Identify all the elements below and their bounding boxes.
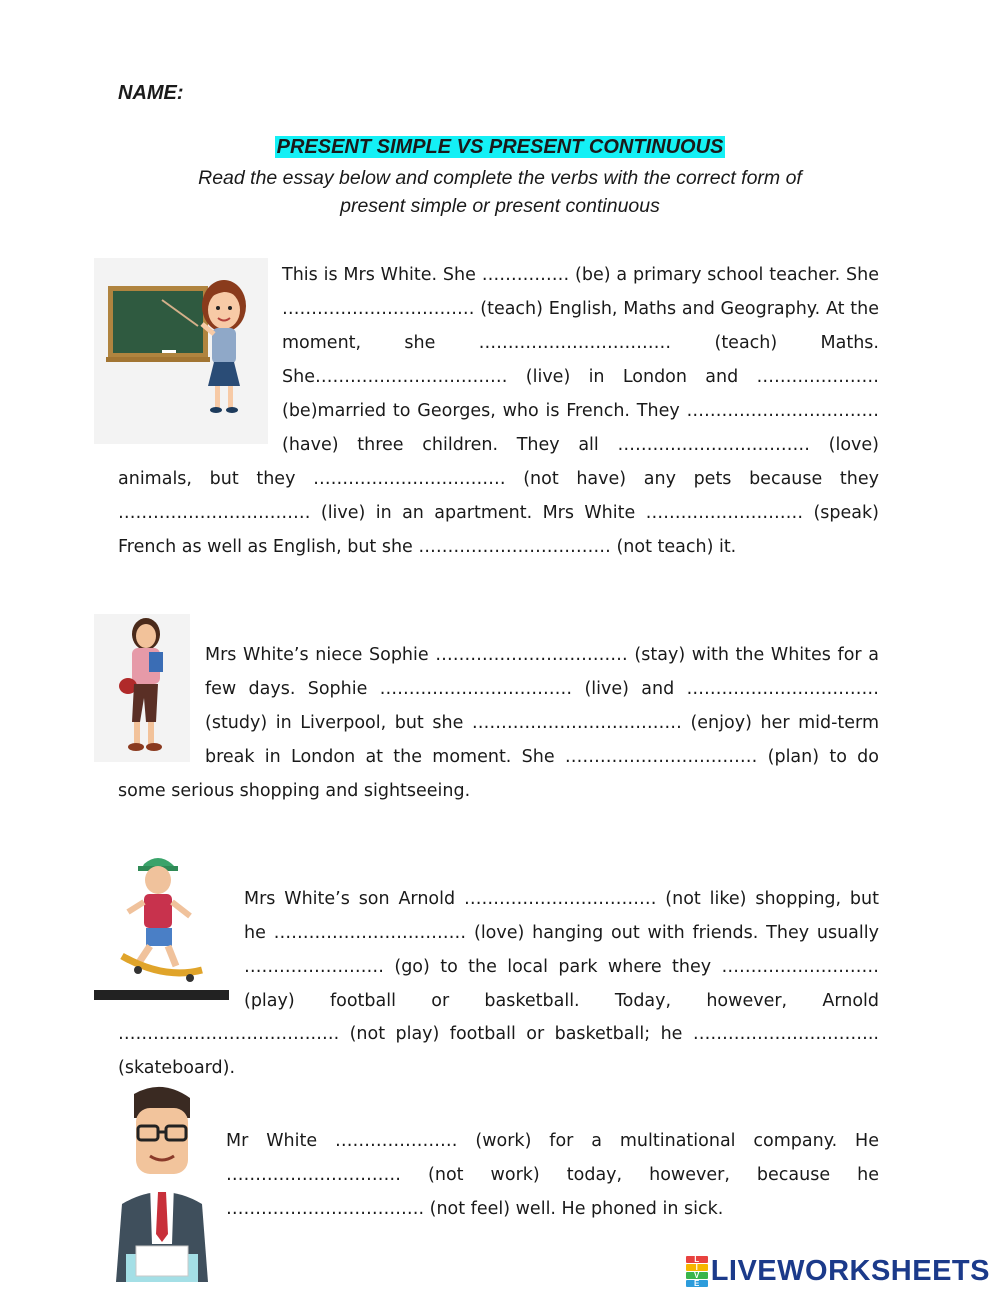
paragraph-1-part-b: animals, but they …………………………… (not have) any pets because they …………………………… (live) in an apartment. Mrs White ……………………… (speak) French as well as English, but she …………………………… (not teach) it.	[118, 469, 879, 557]
instructions-line-2: present simple or present continuous	[340, 195, 660, 217]
businessman-illustration	[112, 1084, 212, 1282]
paragraph-3-continued	[118, 1017, 879, 1085]
student-girl-illustration	[94, 614, 190, 762]
instructions	[150, 164, 850, 220]
paragraph-1-continued	[118, 462, 879, 564]
paragraph-2-continued	[118, 774, 879, 808]
logo-text: LIVEWORKSHEETS	[710, 1254, 990, 1287]
teacher-illustration	[94, 258, 268, 444]
skateboard-boy-illustration	[94, 852, 229, 1000]
paragraph-3-part-a: Mrs White’s son Arnold …………………………… (not like) shopping, but he …………………………… (love) hanging out with friends. They usually …………………… (go) to the local park where they ……………………… (play) football or basketball. Today, however, Arnold	[244, 889, 879, 1011]
instructions-line-1: Read the essay below and complete the verbs with the correct form of	[198, 167, 802, 189]
paragraph-3-wrap	[244, 882, 879, 1018]
paragraph-2-wrap	[205, 638, 879, 774]
paragraph-3-part-b: …………………………….…. (not play) football or basketball; he ………………………….. (skateboard).	[118, 1024, 879, 1078]
name-label: NAME:	[118, 82, 184, 104]
paragraph-4-part-a: Mr White ………………… (work) for a multinational company. He ………………………… (not work) today, however, because he ……………………………. (not feel) well. He phoned in sick.	[226, 1131, 879, 1219]
paragraph-1-part-a: This is Mrs White. She …………… (be) a primary school teacher. She …………………………… (teach) English, Maths and Geography. At the moment, she …………………………… (teach) Maths. She…………………………… (live) in London and ………………… (be)married to Georges, who is French. They …………………………… (have) three children. They all …………………………… (love)	[282, 265, 879, 455]
liveworksheets-logo	[686, 1254, 990, 1288]
paragraph-1-wrap	[282, 258, 879, 462]
paragraph-2-part-a: Mrs White’s niece Sophie …………………………… (stay) with the Whites for a few days. Sophie …………………………… (live) and …………………………… (study) in Liverpool, but she ……………………………… (enjoy) her mid-term break in London at the moment. She …………………………… (plan) to do	[205, 645, 879, 767]
worksheet-title	[0, 136, 1000, 159]
paragraph-4-wrap	[226, 1124, 879, 1226]
paragraph-2-part-b: some serious shopping and sightseeing.	[118, 781, 471, 801]
title-text: PRESENT SIMPLE VS PRESENT CONTINUOUS	[276, 136, 724, 158]
logo-mark-icon: L I V E	[686, 1256, 708, 1286]
